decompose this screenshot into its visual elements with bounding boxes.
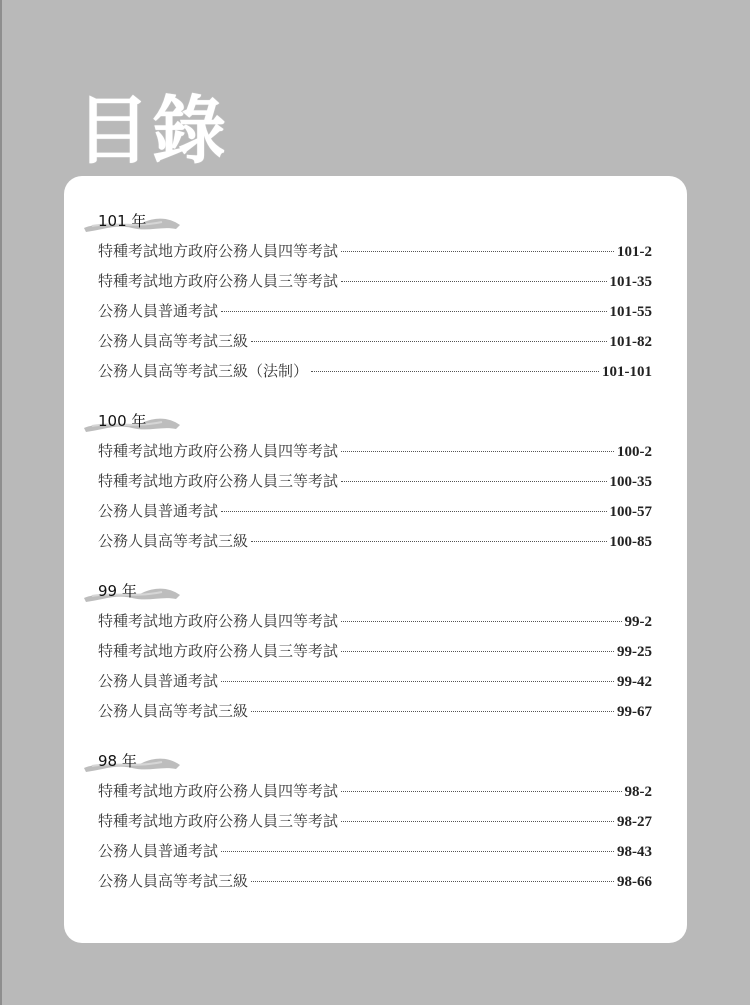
toc-entry-page: 98-27 bbox=[617, 814, 652, 830]
dot-leader bbox=[221, 311, 606, 312]
dot-leader bbox=[341, 451, 614, 452]
toc-entry-page: 98-43 bbox=[617, 844, 652, 860]
toc-entry[interactable] bbox=[98, 840, 652, 862]
dot-leader bbox=[341, 621, 621, 622]
toc-entry-title: 特種考試地方政府公務人員三等考試 bbox=[98, 812, 339, 830]
toc-entry-title: 公務人員普通考試 bbox=[98, 842, 219, 860]
toc-entry-title: 特種考試地方政府公務人員四等考試 bbox=[98, 442, 339, 460]
toc-entry[interactable] bbox=[98, 810, 652, 832]
dot-leader bbox=[341, 251, 614, 252]
toc-entry-page: 99-67 bbox=[617, 704, 652, 720]
dot-leader bbox=[221, 681, 614, 682]
toc-entry[interactable] bbox=[98, 470, 652, 492]
year-heading bbox=[82, 408, 192, 438]
toc-entry[interactable] bbox=[98, 610, 652, 632]
toc-entry-title: 公務人員普通考試 bbox=[98, 302, 219, 320]
toc-entry[interactable] bbox=[98, 270, 652, 292]
toc-entry-title: 特種考試地方政府公務人員四等考試 bbox=[98, 242, 339, 260]
toc-panel bbox=[64, 176, 687, 943]
toc-entry[interactable] bbox=[98, 240, 652, 262]
toc-entry-title: 特種考試地方政府公務人員三等考試 bbox=[98, 642, 339, 660]
toc-entry[interactable] bbox=[98, 330, 652, 352]
toc-entry-page: 101-2 bbox=[617, 244, 652, 260]
toc-entry[interactable] bbox=[98, 440, 652, 462]
year-label: 98 年 bbox=[98, 752, 137, 770]
toc-entry-title: 公務人員普通考試 bbox=[98, 502, 219, 520]
toc-entry[interactable] bbox=[98, 640, 652, 662]
toc-entry-title: 公務人員普通考試 bbox=[98, 672, 219, 690]
toc-entry-page: 100-85 bbox=[609, 534, 652, 550]
toc-entry-page: 98-66 bbox=[617, 874, 652, 890]
toc-entry-title: 特種考試地方政府公務人員四等考試 bbox=[98, 782, 339, 800]
toc-entry-title: 公務人員高等考試三級（法制） bbox=[98, 362, 309, 380]
toc-entry-page: 100-2 bbox=[617, 444, 652, 460]
dot-leader bbox=[221, 511, 606, 512]
toc-entry[interactable] bbox=[98, 360, 652, 382]
toc-entry[interactable] bbox=[98, 870, 652, 892]
toc-entry-page: 101-82 bbox=[609, 334, 652, 350]
dot-leader bbox=[221, 851, 614, 852]
toc-entry-title: 特種考試地方政府公務人員三等考試 bbox=[98, 472, 339, 490]
dot-leader bbox=[341, 821, 614, 822]
toc-entry-page: 101-35 bbox=[609, 274, 652, 290]
dot-leader bbox=[251, 711, 614, 712]
toc-entry-title: 公務人員高等考試三級 bbox=[98, 332, 249, 350]
toc-entry[interactable] bbox=[98, 780, 652, 802]
toc-entry-title: 公務人員高等考試三級 bbox=[98, 702, 249, 720]
dot-leader bbox=[341, 791, 621, 792]
year-label: 99 年 bbox=[98, 582, 137, 600]
dot-leader bbox=[341, 651, 614, 652]
year-heading bbox=[82, 578, 192, 608]
toc-entry[interactable] bbox=[98, 530, 652, 552]
toc-entry-page: 101-101 bbox=[602, 364, 652, 380]
toc-entry[interactable] bbox=[98, 500, 652, 522]
page-title: 目錄 bbox=[76, 88, 228, 174]
toc-entry-page: 99-2 bbox=[624, 614, 652, 630]
toc-entry-page: 99-25 bbox=[617, 644, 652, 660]
toc-entry-title: 公務人員高等考試三級 bbox=[98, 872, 249, 890]
dot-leader bbox=[341, 481, 606, 482]
toc-entry-page: 98-2 bbox=[624, 784, 652, 800]
dot-leader bbox=[251, 881, 614, 882]
dot-leader bbox=[341, 281, 606, 282]
dot-leader bbox=[251, 341, 606, 342]
dot-leader bbox=[311, 371, 599, 372]
year-heading bbox=[82, 208, 192, 238]
toc-entry-title: 特種考試地方政府公務人員四等考試 bbox=[98, 612, 339, 630]
toc-entry-page: 100-57 bbox=[609, 504, 652, 520]
toc-entry[interactable] bbox=[98, 670, 652, 692]
toc-entry[interactable] bbox=[98, 300, 652, 322]
year-label: 100 年 bbox=[98, 412, 147, 430]
toc-entry-page: 101-55 bbox=[609, 304, 652, 320]
dot-leader bbox=[251, 541, 606, 542]
page-edge bbox=[0, 0, 2, 1005]
toc-entry-title: 公務人員高等考試三級 bbox=[98, 532, 249, 550]
year-heading bbox=[82, 748, 192, 778]
toc-entry-page: 100-35 bbox=[609, 474, 652, 490]
toc-entry-title: 特種考試地方政府公務人員三等考試 bbox=[98, 272, 339, 290]
year-label: 101 年 bbox=[98, 212, 147, 230]
toc-entry[interactable] bbox=[98, 700, 652, 722]
toc-entry-page: 99-42 bbox=[617, 674, 652, 690]
